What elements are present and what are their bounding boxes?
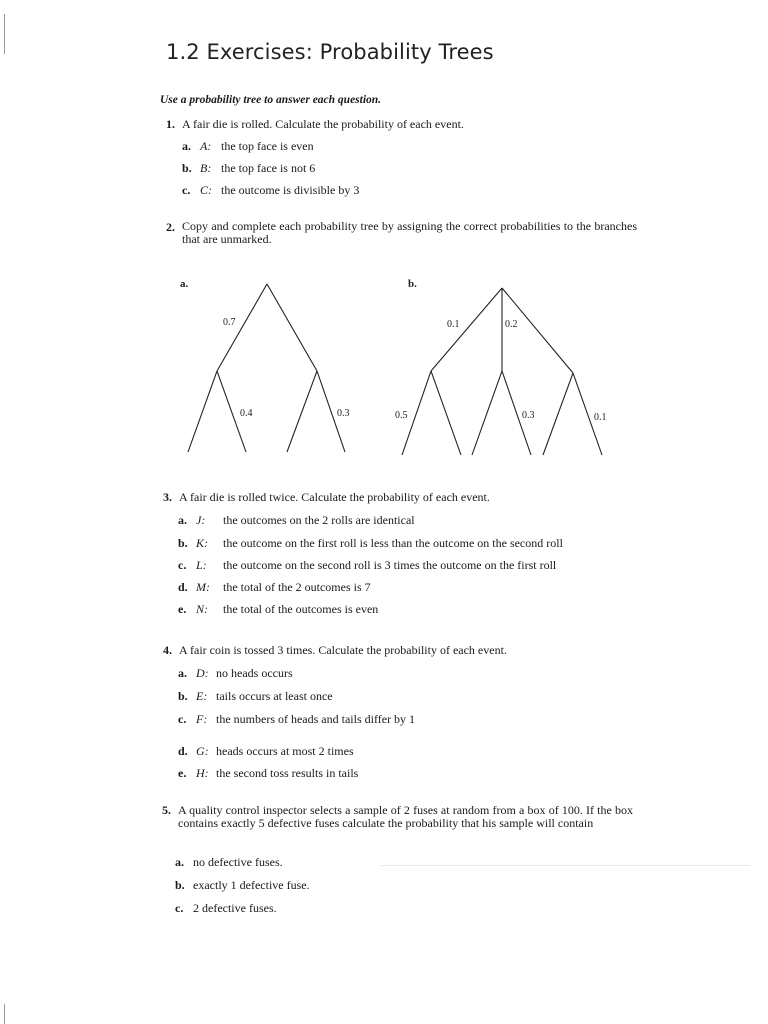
q1-item-b: [182, 161, 315, 176]
item-letter: b.: [178, 689, 188, 703]
item-event: M:: [196, 580, 210, 594]
tree-a-prob-top: 0.7: [223, 317, 236, 328]
q3-item-e: [178, 602, 378, 617]
item-letter: b.: [178, 536, 188, 550]
question-text: A fair die is rolled twice. Calculate the probability of each event.: [179, 490, 490, 504]
item-text: the total of the 2 outcomes is 7: [223, 580, 371, 594]
item-text: the top face is even: [221, 139, 314, 153]
q3-item-b: [178, 536, 563, 551]
tree-a-branch: [267, 284, 317, 371]
item-letter: c.: [178, 558, 187, 572]
tree-b-label: b.: [408, 278, 417, 290]
q4-item-c: [178, 712, 415, 727]
item-event: G:: [196, 744, 209, 758]
item-event: J:: [196, 513, 206, 527]
item-event: C:: [200, 183, 212, 197]
item-text: the outcome on the first roll is less than the outcome on the second roll: [223, 536, 563, 550]
item-letter: e.: [178, 766, 187, 780]
item-letter: b.: [175, 878, 185, 892]
probability-trees: [0, 270, 768, 465]
question-2-number: 2.: [166, 220, 175, 234]
scan-edge-line: [4, 14, 5, 54]
question-5-number: 5.: [162, 803, 171, 817]
q3-item-a: [178, 513, 415, 528]
q5-item-b: [175, 878, 310, 893]
scan-edge-line: [4, 1004, 5, 1024]
question-text: A fair die is rolled. Calculate the probability of each event.: [182, 117, 464, 131]
q3-item-d: [178, 580, 371, 595]
q4-item-d: [178, 744, 354, 759]
item-text: tails occurs at least once: [216, 689, 333, 703]
item-letter: c.: [175, 901, 184, 915]
tree-a-branch: [287, 371, 317, 452]
question-5-text: A quality control inspector selects a sample of 2 fuses at random from a box of 100. If the box contains exactly 5 defective fuses calculate the probability that his sample will contain: [178, 803, 633, 830]
question-4: [163, 643, 507, 658]
tree-a-prob-left: 0.4: [240, 408, 253, 419]
tree-b-branch: [431, 371, 461, 455]
q5-item-c: [175, 901, 277, 916]
q4-item-b: [178, 689, 333, 704]
item-text: heads occurs at most 2 times: [216, 744, 354, 758]
tree-a-branch: [188, 371, 217, 452]
item-text: the top face is not 6: [221, 161, 316, 175]
question-text: A fair coin is tossed 3 times. Calculate the probability of each event.: [179, 643, 507, 657]
tree-b: [402, 288, 602, 455]
question-number: 3.: [163, 490, 172, 504]
tree-b-prob-top-left: 0.1: [447, 319, 460, 330]
tree-b-prob-right: 0.1: [594, 412, 607, 423]
tree-b-prob-left: 0.5: [395, 410, 408, 421]
item-letter: c.: [178, 712, 187, 726]
item-text: the outcomes on the 2 rolls are identical: [223, 513, 415, 527]
item-letter: b.: [182, 161, 192, 175]
item-text: the total of the outcomes is even: [223, 602, 379, 616]
tree-a-label: a.: [180, 278, 189, 290]
item-letter: c.: [182, 183, 191, 197]
question-number: 1.: [166, 117, 175, 131]
item-letter: d.: [178, 580, 188, 594]
item-event: L:: [196, 558, 207, 572]
tree-b-prob-top-mid: 0.2: [505, 319, 518, 330]
tree-b-prob-mid: 0.3: [522, 410, 535, 421]
page-title: 1.2 Exercises: Probability Trees: [166, 40, 494, 64]
tree-a-prob-right: 0.3: [337, 408, 350, 419]
q5-item-a: [175, 855, 283, 870]
item-letter: a.: [178, 513, 187, 527]
item-event: H:: [196, 766, 209, 780]
question-1: [166, 117, 464, 132]
item-event: E:: [196, 689, 208, 703]
instruction: Use a probability tree to answer each question.: [160, 94, 382, 106]
item-event: B:: [200, 161, 212, 175]
item-text: the second toss results in tails: [216, 766, 359, 780]
item-text: no heads occurs: [216, 666, 293, 680]
item-letter: a.: [178, 666, 187, 680]
item-event: N:: [196, 602, 208, 616]
tree-b-branch: [472, 371, 502, 455]
item-letter: d.: [178, 744, 188, 758]
item-event: A:: [200, 139, 212, 153]
item-event: F:: [196, 712, 208, 726]
q1-item-a: [182, 139, 314, 154]
q3-item-c: [178, 558, 556, 573]
item-text: 2 defective fuses.: [193, 901, 277, 915]
q4-item-e: [178, 766, 358, 781]
tree-a: [188, 284, 345, 452]
item-text: exactly 1 defective fuse.: [193, 878, 310, 892]
item-event: D:: [196, 666, 209, 680]
item-text: no defective fuses.: [193, 855, 283, 869]
question-3: [163, 490, 490, 505]
question-2-text: Copy and complete each probability tree by assigning the correct probabilities to the branches that are unmarked.: [182, 219, 637, 246]
tree-b-branch: [431, 288, 502, 371]
item-letter: a.: [175, 855, 184, 869]
item-text: the outcome on the second roll is 3 times the outcome on the first roll: [223, 558, 557, 572]
item-letter: a.: [182, 139, 191, 153]
item-letter: e.: [178, 602, 187, 616]
item-text: the numbers of heads and tails differ by 1: [216, 712, 416, 726]
scan-artifact-line: [380, 865, 750, 866]
q1-item-c: [182, 183, 359, 198]
question-number: 4.: [163, 643, 172, 657]
tree-b-branch: [502, 288, 573, 373]
tree-b-branch: [543, 373, 573, 455]
item-event: K:: [196, 536, 208, 550]
item-text: the outcome is divisible by 3: [221, 183, 360, 197]
q4-item-a: [178, 666, 293, 681]
